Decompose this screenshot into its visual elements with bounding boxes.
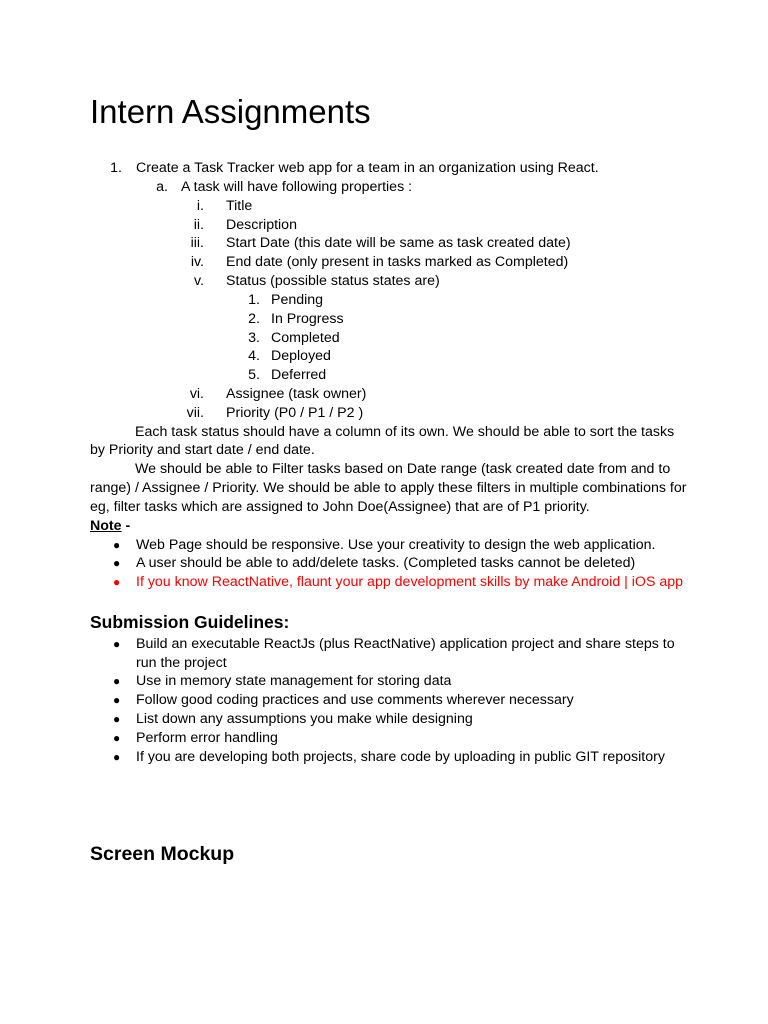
page-title: Intern Assignments [90, 93, 371, 130]
paragraph-line: Each task status should have a column of its own. We should be able to sort the tasks [135, 424, 675, 440]
list-marker: vi. [189, 386, 204, 402]
list-item-text: Priority (P0 / P1 / P2 ) [226, 405, 364, 421]
list-marker: 4. [248, 348, 260, 364]
note-bullet: Web Page should be responsive. Use your creativity to design the web application. [136, 537, 656, 553]
list-marker: 1. [110, 160, 122, 176]
bullet-icon: ● [113, 575, 121, 589]
status-item: Completed [271, 330, 340, 346]
status-item: Deferred [271, 367, 327, 383]
submission-bullet-continuation: run the project [136, 655, 227, 671]
bullet-icon: ● [113, 693, 121, 707]
list-item-text: Description [226, 217, 297, 233]
note-bullet: A user should be able to add/delete tasks. (Completed tasks cannot be deleted) [136, 555, 636, 571]
list-marker: vii. [186, 405, 204, 421]
bullet-icon: ● [113, 750, 121, 764]
submission-bullet: Follow good coding practices and use comments wherever necessary [136, 692, 574, 708]
list-marker: 3. [248, 330, 260, 346]
submission-heading: Submission Guidelines: [90, 612, 290, 632]
list-marker: ii. [193, 217, 204, 233]
note-label: Note [90, 518, 122, 534]
note-dash: - [121, 518, 131, 534]
list-item-text: Assignee (task owner) [226, 386, 367, 402]
status-item: Pending [271, 292, 324, 308]
submission-bullet: Use in memory state management for storing data [136, 673, 452, 689]
list-item-text: End date (only present in tasks marked as Completed) [226, 254, 569, 270]
submission-bullet: Perform error handling [136, 730, 278, 746]
list-marker: iv. [190, 254, 204, 270]
list-marker: 1. [248, 292, 260, 308]
bullet-icon: ● [113, 637, 121, 651]
status-item: In Progress [271, 311, 344, 327]
mockup-heading: Screen Mockup [90, 843, 235, 865]
submission-bullet: List down any assumptions you make while designing [136, 711, 473, 727]
bullet-icon: ● [113, 731, 121, 745]
list-item-text: Create a Task Tracker web app for a team in an organization using React. [136, 160, 599, 176]
list-marker: iii. [190, 235, 204, 251]
list-item-text: Title [226, 198, 253, 214]
paragraph-line: range) / Assignee / Priority. We should be able to apply these filters in multiple combinations for [90, 480, 687, 496]
submission-bullet: If you are developing both projects, share code by uploading in public GIT repository [136, 749, 665, 765]
paragraph-line: We should be able to Filter tasks based on Date range (task created date from and to [135, 461, 671, 477]
list-marker: a. [156, 179, 168, 195]
bullet-icon: ● [113, 556, 121, 570]
list-marker: 5. [248, 367, 260, 383]
submission-bullet: Build an executable ReactJs (plus ReactNative) application project and share steps to [136, 636, 675, 652]
bullet-icon: ● [113, 674, 121, 688]
list-marker: v. [194, 273, 204, 289]
list-item-text: Start Date (this date will be same as task created date) [226, 235, 571, 251]
note-heading [90, 517, 130, 535]
list-item-text: Status (possible status states are) [226, 273, 440, 289]
note-bullet-highlight: If you know ReactNative, flaunt your app development skills by make Android | iOS app [136, 574, 684, 590]
bullet-icon: ● [113, 538, 121, 552]
list-item-text: A task will have following properties : [181, 179, 413, 195]
list-marker: i. [196, 198, 204, 214]
bullet-icon: ● [113, 712, 121, 726]
list-marker: 2. [248, 311, 260, 327]
status-item: Deployed [271, 348, 331, 364]
paragraph-line: by Priority and start date / end date. [90, 442, 315, 458]
paragraph-line: eg, filter tasks which are assigned to John Doe(Assignee) that are of P1 priority. [90, 499, 590, 515]
